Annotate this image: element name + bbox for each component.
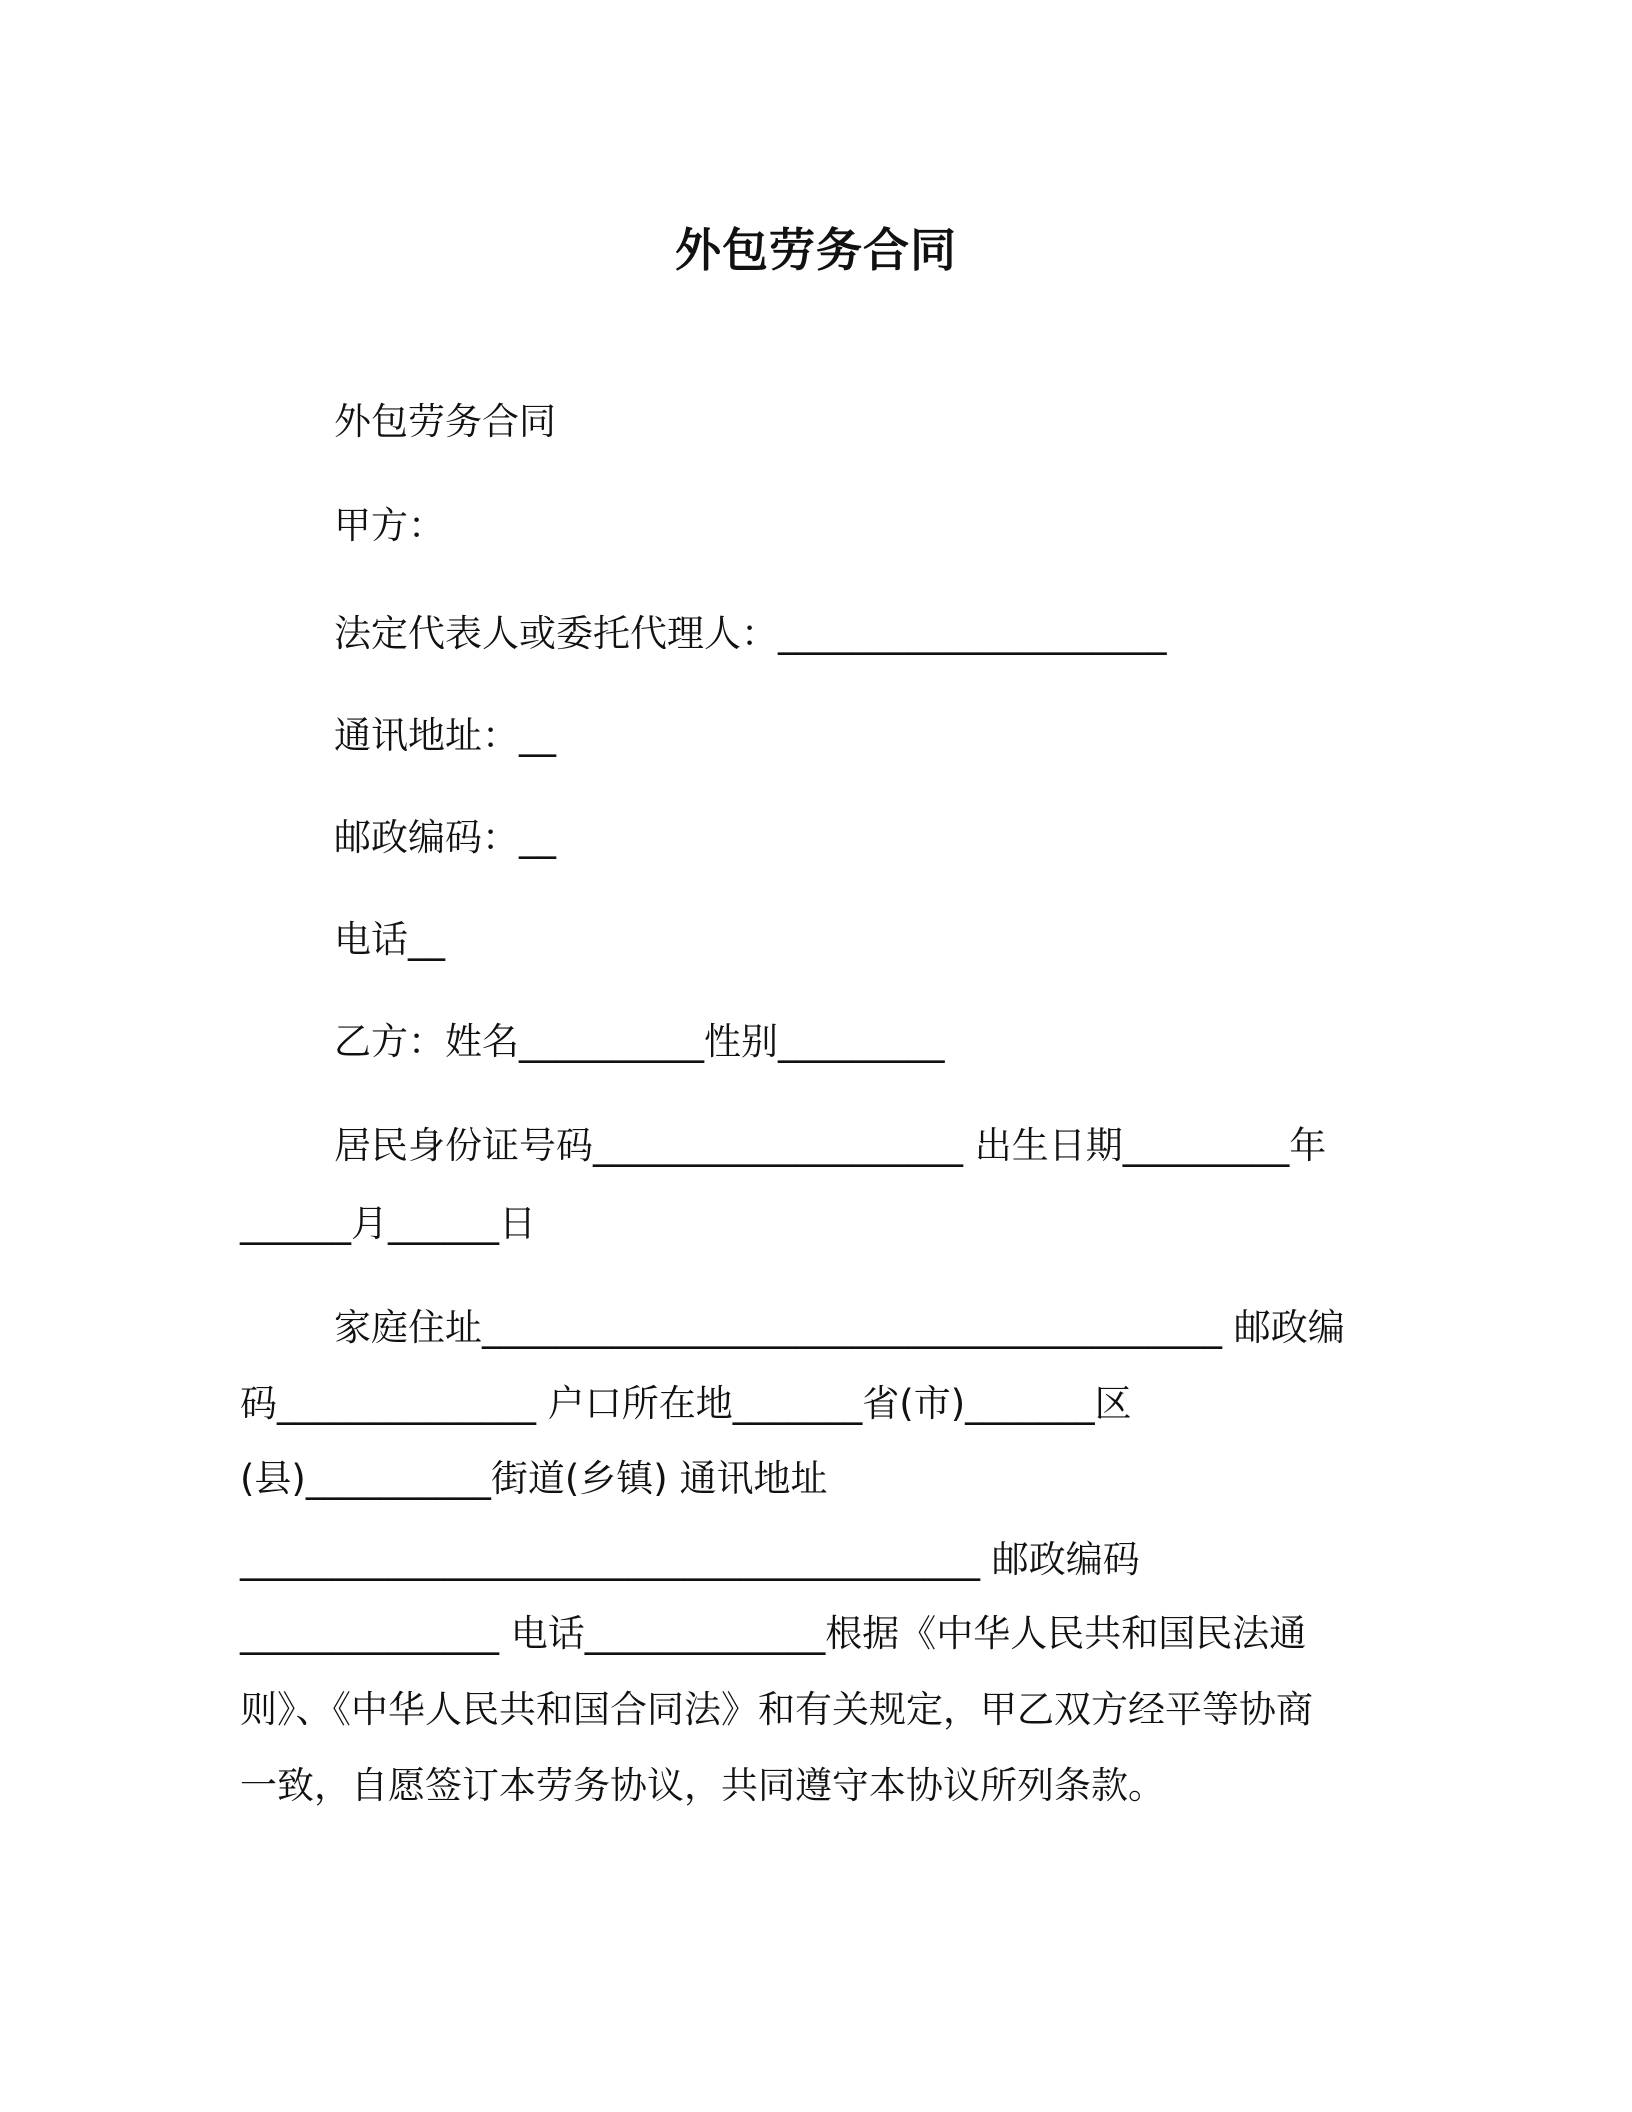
party-b-address-postcode-field: ________________________________________ 邮政编码 bbox=[240, 1538, 1140, 1581]
party-b-home-address-field: 家庭住址________________________________________ 邮政编 bbox=[334, 1306, 1345, 1349]
document-title: 外包劳务合同 bbox=[675, 223, 957, 277]
party-a-representative-field: 法定代表人或委托代理人：_____________________ bbox=[334, 612, 1167, 655]
party-a-address-field: 通讯地址：__ bbox=[334, 714, 556, 757]
party-b-district-address-field: (县)__________街道(乡镇) 通讯地址 bbox=[240, 1457, 828, 1500]
party-b-id-birth-field: 居民身份证号码____________________ 出生日期_________年 bbox=[334, 1124, 1327, 1167]
party-b-registration-field: 码______________ 户口所在地_______省(市)_______区 bbox=[240, 1382, 1132, 1425]
party-a-label: 甲方： bbox=[334, 504, 445, 547]
party-b-name-gender-field: 乙方：姓名__________性别_________ bbox=[334, 1020, 945, 1063]
party-b-birth-date-continued: ______月______日 bbox=[240, 1202, 536, 1245]
contract-heading: 外包劳务合同 bbox=[334, 400, 556, 443]
party-b-phone-clause: ______________ 电话_____________根据《中华人民共和国民法通 bbox=[240, 1612, 1307, 1655]
party-a-postcode-field: 邮政编码：__ bbox=[334, 816, 556, 859]
legal-basis-clause: 则》、《中华人民共和国合同法》和有关规定，甲乙双方经平等协商 bbox=[240, 1688, 1313, 1731]
agreement-clause: 一致，自愿签订本劳务协议，共同遵守本协议所列条款。 bbox=[240, 1764, 1165, 1807]
party-a-phone-field: 电话__ bbox=[334, 918, 445, 961]
